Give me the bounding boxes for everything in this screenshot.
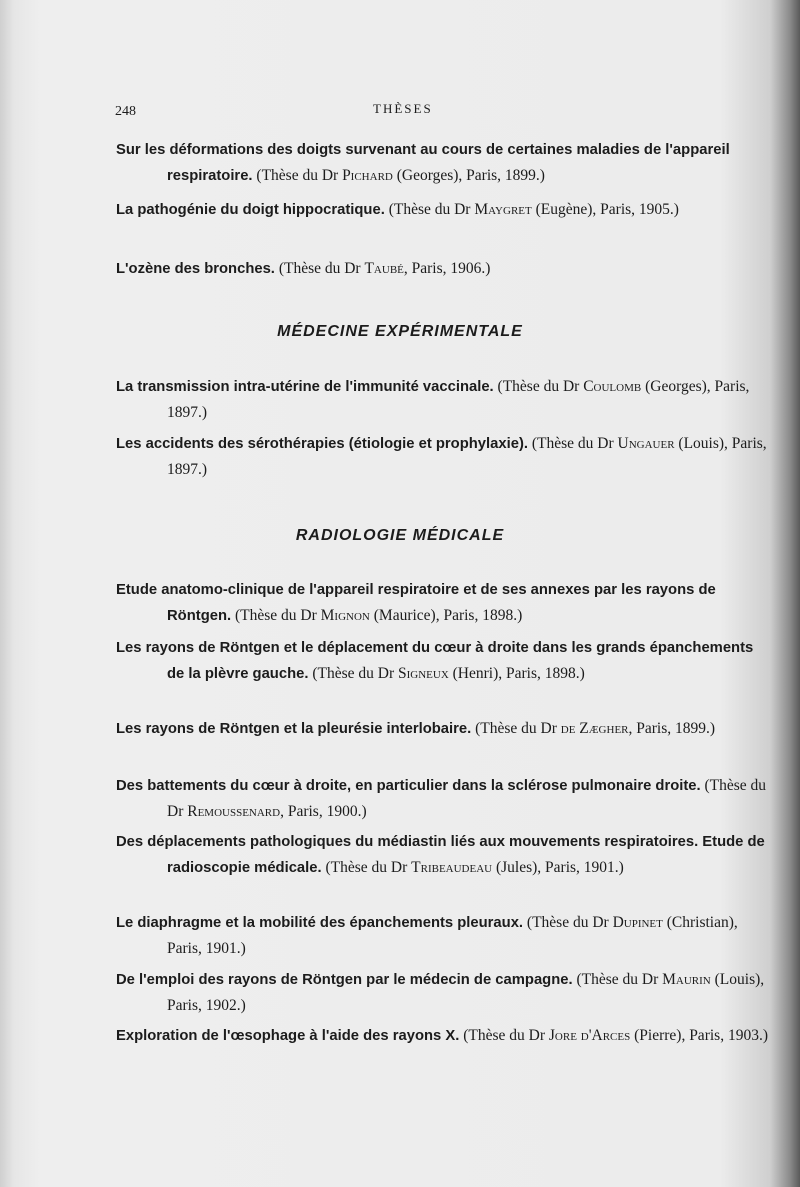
running-title: THÈSES xyxy=(373,101,433,116)
entry-pre: (Thèse du Dr xyxy=(497,378,580,395)
entry-2-0 xyxy=(116,577,773,629)
entry-1-1 xyxy=(116,431,773,482)
entry-title: Les rayons de Röntgen et le déplacement du cœur à droite dans les grands épanchements de la plèvre gauche. xyxy=(116,640,754,682)
entry-author: de Zægher xyxy=(560,720,629,737)
entry-0-1 xyxy=(116,197,773,223)
entry-title: Sur les déformations des doigts survenant au cours de certaines maladies de l'appareil respiratoire. xyxy=(116,142,730,184)
entry-2-7 xyxy=(116,1023,773,1049)
entry-author: Coulomb xyxy=(583,378,642,395)
entry-author: Pichard xyxy=(342,167,393,184)
entry-post: (Pierre), Paris, 1903.) xyxy=(634,1027,768,1044)
entry-1-0 xyxy=(116,374,773,425)
entry-post: , Paris, 1899.) xyxy=(628,720,716,737)
entry-2-4 xyxy=(116,829,773,881)
entry-title: Des battements du cœur à droite, en particulier dans la sclérose pulmonaire droite. xyxy=(116,778,701,794)
entry-title: Des déplacements pathologiques du médiastin liés aux mouvements respiratoires. Etude de radioscopie médicale. xyxy=(116,834,765,876)
entry-0-0 xyxy=(116,137,773,189)
entry-title: Les rayons de Röntgen et la pleurésie interlobaire. xyxy=(116,721,472,737)
entry-title: L'ozène des bronches. xyxy=(116,261,275,277)
entry-post: , Paris, 1900.) xyxy=(280,803,367,820)
entry-pre: (Thèse du Dr xyxy=(531,435,614,452)
section-heading: RADIOLOGIE MÉDICALE xyxy=(295,527,505,544)
entry-0-2 xyxy=(116,256,773,282)
entry-author: Signeux xyxy=(397,665,449,682)
entry-author: Ungauer xyxy=(617,435,675,452)
entry-author: Jore d'Arces xyxy=(548,1027,631,1044)
entry-2-1 xyxy=(116,635,773,687)
entry-pre: (Thèse du Dr xyxy=(278,260,361,277)
entry-pre: (Thèse du Dr xyxy=(234,607,317,624)
entry-pre: (Thèse du Dr xyxy=(526,914,609,931)
entry-author: Maurin xyxy=(662,971,711,988)
entry-pre: (Thèse du Dr xyxy=(256,167,339,184)
entry-pre: (Thèse du Dr xyxy=(312,665,395,682)
entry-title: Le diaphragme et la mobilité des épanchements pleuraux. xyxy=(116,915,524,931)
entry-author: Remoussenard xyxy=(187,803,281,820)
entry-title: Etude anatomo-clinique de l'appareil respiratoire et de ses annexes par les rayons de Röntgen. xyxy=(116,582,716,624)
entry-author: Mignon xyxy=(320,607,370,624)
entry-author: Tribeaudeau xyxy=(411,859,493,876)
section-heading: MÉDECINE EXPÉRIMENTALE xyxy=(277,323,523,340)
entry-post: (Eugène), Paris, 1905.) xyxy=(535,201,679,218)
entry-post: (Henri), Paris, 1898.) xyxy=(452,665,585,682)
entry-post: , Paris, 1906.) xyxy=(403,260,491,277)
entry-post: (Louis), Paris, 1897.) xyxy=(167,435,767,478)
entry-author: Maygret xyxy=(474,201,532,218)
entry-title: Les accidents des sérothérapies (étiologie et prophylaxie). xyxy=(116,436,528,452)
entry-pre: (Thèse du Dr xyxy=(576,971,659,988)
entry-post: (Georges), Paris, 1899.) xyxy=(396,167,545,184)
entry-post: (Louis), Paris, 1902.) xyxy=(167,971,765,1014)
entry-post: (Christian), Paris, 1901.) xyxy=(167,914,738,957)
entry-pre: (Thèse du Dr xyxy=(475,720,557,737)
entry-2-3 xyxy=(116,773,773,824)
entry-pre: (Thèse du Dr xyxy=(388,201,471,218)
entry-author: Dupinet xyxy=(612,914,663,931)
entry-pre: (Thèse du Dr xyxy=(325,859,408,876)
entry-2-6 xyxy=(116,967,773,1018)
entry-author: Taubé xyxy=(364,260,404,277)
entry-title: La pathogénie du doigt hippocratique. xyxy=(116,202,385,218)
entry-title: De l'emploi des rayons de Röntgen par le médecin de campagne. xyxy=(116,972,573,988)
entry-pre: (Thèse du Dr xyxy=(463,1027,545,1044)
entry-2-2 xyxy=(116,716,773,742)
entry-title: La transmission intra-utérine de l'immunité vaccinale. xyxy=(116,379,494,395)
entry-post: (Maurice), Paris, 1898.) xyxy=(373,607,523,624)
entry-post: (Georges), Paris, 1897.) xyxy=(167,378,750,421)
entry-title: Exploration de l'œsophage à l'aide des rayons X. xyxy=(116,1028,460,1044)
entry-post: (Jules), Paris, 1901.) xyxy=(495,859,624,876)
entry-pre: (Thèse du Dr xyxy=(167,777,767,820)
entry-2-5 xyxy=(116,910,773,961)
page-number: 248 xyxy=(115,104,136,119)
